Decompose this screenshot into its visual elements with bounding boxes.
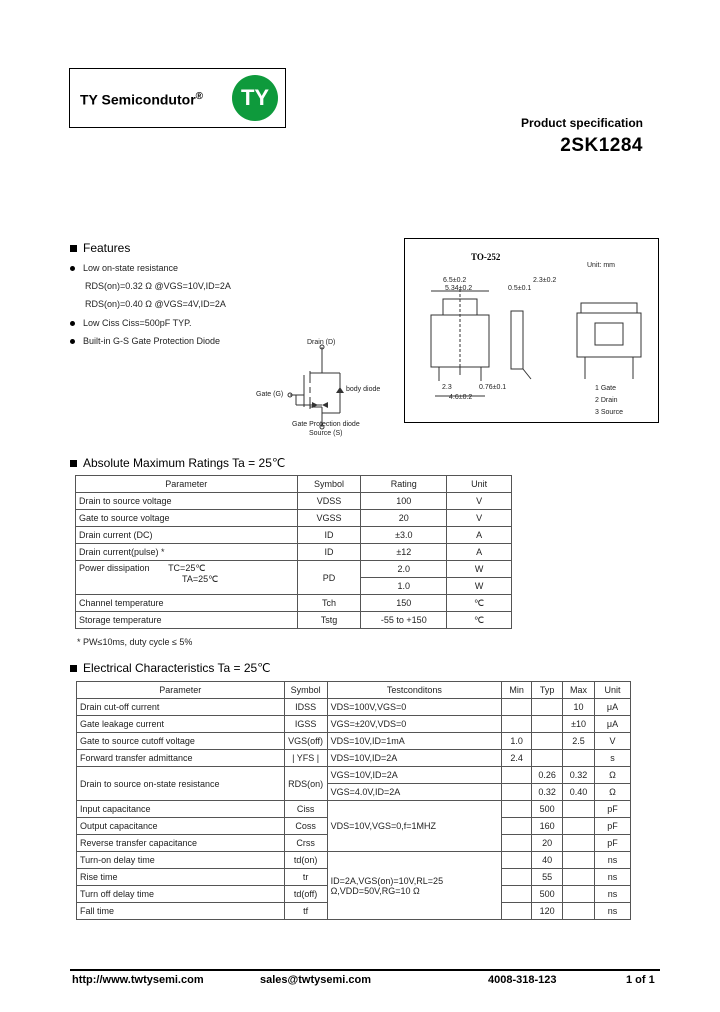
footer-email[interactable]: sales@twtysemi.com: [260, 974, 371, 986]
abs-max-note: * PW≤10ms, duty cycle ≤ 5%: [77, 637, 193, 647]
cell: Ω: [595, 767, 631, 784]
abs-max-table: [75, 475, 512, 629]
table-row: [76, 561, 512, 578]
cell: RDS(on): [284, 767, 327, 801]
bullet-square-icon: [70, 460, 77, 467]
cell: Drain current(pulse) *: [76, 544, 298, 561]
footer-url[interactable]: http://www.twtysemi.com: [72, 974, 204, 986]
cell: Coss: [284, 818, 327, 835]
cell: 2.0: [361, 561, 447, 578]
cell: Ω: [595, 784, 631, 801]
bullet-dot-icon: [70, 266, 75, 271]
cell: s: [595, 750, 631, 767]
cell: ℃: [447, 612, 512, 629]
cell: 0.32: [532, 784, 563, 801]
cell: ns: [595, 852, 631, 869]
power-cond: TC=25℃: [168, 563, 206, 573]
bullet-square-icon: [70, 665, 77, 672]
cell: [502, 818, 532, 835]
footer-divider: [70, 969, 660, 971]
cell: 120: [532, 903, 563, 920]
cell: 20: [361, 510, 447, 527]
cell: IGSS: [284, 716, 327, 733]
brand-name: TY Semicondutor®: [80, 91, 204, 108]
cell: Crss: [284, 835, 327, 852]
bullet-square-icon: [70, 245, 77, 252]
bullet-dot-icon: [70, 339, 75, 344]
pin-label: 2 Drain: [595, 397, 618, 404]
cell: [563, 750, 595, 767]
table-row: [76, 510, 512, 527]
dim-label: 0.76±0.1: [479, 384, 507, 391]
cell: [563, 869, 595, 886]
elec-table: [76, 681, 631, 920]
cell: [532, 733, 563, 750]
cell: IDSS: [284, 699, 327, 716]
cell: Reverse transfer capacitance: [77, 835, 285, 852]
col-header: Parameter: [77, 682, 285, 699]
cell: 0.32: [563, 767, 595, 784]
cell: VDS=10V,ID=1mA: [327, 733, 502, 750]
rds-line: RDS(on)=0.40 Ω @VGS=4V,ID=2A: [85, 299, 226, 309]
cell: W: [447, 578, 512, 595]
cell: V: [447, 493, 512, 510]
part-number: 2SK1284: [560, 135, 643, 156]
dim-label: 2.3: [442, 384, 452, 391]
body-diode-label: body diode: [346, 386, 381, 393]
cell: 1.0: [502, 733, 532, 750]
cell: [502, 801, 532, 818]
cell: Forward transfer admittance: [77, 750, 285, 767]
col-header: Rating: [361, 476, 447, 493]
cell: VGS(off): [284, 733, 327, 750]
footer-page: 1 of 1: [626, 974, 655, 986]
cell: -55 to +150: [361, 612, 447, 629]
cell: Drain to source voltage: [76, 493, 298, 510]
cell: [532, 699, 563, 716]
table-row: [77, 852, 631, 869]
col-header: Unit: [447, 476, 512, 493]
abs-max-heading: Absolute Maximum Ratings Ta = 25℃: [70, 456, 285, 470]
table-header-row: [77, 682, 631, 699]
cell: Drain cut-off current: [77, 699, 285, 716]
table-row: [76, 493, 512, 510]
cell: [502, 869, 532, 886]
cell: 0.40: [563, 784, 595, 801]
table-header-row: [76, 476, 512, 493]
dim-label: 5.34±0.2: [445, 285, 473, 292]
footer-phone: 4008-318-123: [488, 974, 557, 986]
dim-label: 6.5±0.2: [443, 277, 467, 284]
cell: PD: [297, 561, 361, 595]
sw-cond: ID=2A,VGS(on)=10V,RL=25: [330, 875, 444, 886]
cell: μA: [595, 716, 631, 733]
cell: Storage temperature: [76, 612, 298, 629]
cell: Drain to source on-state resistance: [77, 767, 285, 801]
power-cond: TA=25℃: [182, 574, 219, 584]
cell: tf: [284, 903, 327, 920]
cell: 100: [361, 493, 447, 510]
table-row: [77, 699, 631, 716]
cell: td(off): [284, 886, 327, 903]
cell: Tch: [297, 595, 361, 612]
col-header: Symbol: [297, 476, 361, 493]
cell: tr: [284, 869, 327, 886]
col-header: Min: [502, 682, 532, 699]
package-name: TO-252: [471, 252, 501, 262]
cell: [502, 886, 532, 903]
cell: [563, 835, 595, 852]
cell: Fall time: [77, 903, 285, 920]
cell: Ciss: [284, 801, 327, 818]
rds-line: RDS(on)=0.32 Ω @VGS=10V,ID=2A: [85, 281, 231, 291]
cell: [502, 716, 532, 733]
col-header: Symbol: [284, 682, 327, 699]
cell: 2.5: [563, 733, 595, 750]
cell: VGS=±20V,VDS=0: [327, 716, 502, 733]
table-row: [76, 544, 512, 561]
package-outline-svg: [405, 239, 658, 422]
package-drawing: [404, 238, 659, 423]
cell: Turn off delay time: [77, 886, 285, 903]
source-label: Source (S): [309, 430, 343, 437]
cell: VDS=10V,VGS=0,f=1MHZ: [327, 801, 502, 852]
gate-label: Gate (G): [256, 391, 284, 398]
cell: 40: [532, 852, 563, 869]
cell: 55: [532, 869, 563, 886]
ty-logo: TY: [232, 75, 278, 121]
cell: Gate to source cutoff voltage: [77, 733, 285, 750]
cell: VGS=4.0V,ID=2A: [327, 784, 502, 801]
cell: ±3.0: [361, 527, 447, 544]
cell: Drain current (DC): [76, 527, 298, 544]
cell: μA: [595, 699, 631, 716]
cell: Turn-on delay time: [77, 852, 285, 869]
dim-label: 2.3±0.2: [533, 277, 557, 284]
cell: [563, 886, 595, 903]
col-header: Unit: [595, 682, 631, 699]
cell: [563, 801, 595, 818]
cell: [563, 852, 595, 869]
body-diode-icon: [336, 387, 344, 393]
cell: [502, 835, 532, 852]
table-row: [77, 767, 631, 784]
cell: [563, 903, 595, 920]
cell: Input capacitance: [77, 801, 285, 818]
cell: [563, 818, 595, 835]
table-row: [77, 733, 631, 750]
sw-cond: Ω,VDD=50V,RG=10 Ω: [330, 885, 420, 896]
table-row: [77, 801, 631, 818]
pin-label: 3 Source: [595, 409, 624, 416]
cell: Tstg: [297, 612, 361, 629]
dim-label: 4.6±0.2: [449, 394, 473, 401]
cell: W: [447, 561, 512, 578]
cell: VDSS: [297, 493, 361, 510]
cell: VDS=10V,ID=2A: [327, 750, 502, 767]
cell: A: [447, 544, 512, 561]
feature-item: Built-in G-S Gate Protection Diode: [70, 336, 220, 346]
cell: 500: [532, 886, 563, 903]
cell: [532, 716, 563, 733]
cell: ID: [297, 527, 361, 544]
col-header: Typ: [532, 682, 563, 699]
cell: VGSS: [297, 510, 361, 527]
cell: 20: [532, 835, 563, 852]
doc-type: Product specification: [520, 116, 643, 130]
cell: VDS=100V,VGS=0: [327, 699, 502, 716]
features-heading: Features: [70, 241, 130, 255]
cell: [76, 561, 298, 595]
cell: ±12: [361, 544, 447, 561]
cell: 160: [532, 818, 563, 835]
cell: ID: [297, 544, 361, 561]
cell: ns: [595, 886, 631, 903]
col-header: Max: [563, 682, 595, 699]
cell: [502, 903, 532, 920]
table-row: [77, 716, 631, 733]
cell: ℃: [447, 595, 512, 612]
cell: VGS=10V,ID=2A: [327, 767, 502, 784]
table-row: [76, 612, 512, 629]
table-row: [76, 527, 512, 544]
cell: pF: [595, 801, 631, 818]
drain-label: Drain (D): [307, 339, 336, 346]
cell: V: [595, 733, 631, 750]
cell: [502, 784, 532, 801]
protection-diode-label: Gate Protection diode: [292, 421, 360, 428]
cell: [502, 852, 532, 869]
col-header: Parameter: [76, 476, 298, 493]
cell: [502, 699, 532, 716]
cell: ns: [595, 903, 631, 920]
cell: | YFS |: [284, 750, 327, 767]
cell: Output capacitance: [77, 818, 285, 835]
cell: 150: [361, 595, 447, 612]
cell: A: [447, 527, 512, 544]
table-row: [77, 750, 631, 767]
cell: Gate leakage current: [77, 716, 285, 733]
cell: V: [447, 510, 512, 527]
logo-box: [69, 68, 286, 128]
cell: 500: [532, 801, 563, 818]
cell: [532, 750, 563, 767]
unit-label: Unit: mm: [587, 262, 615, 269]
cell: pF: [595, 818, 631, 835]
col-header: Testconditons: [327, 682, 502, 699]
table-row: [76, 595, 512, 612]
cell: ±10: [563, 716, 595, 733]
dim-label: 0.5±0.1: [508, 285, 532, 292]
cell: 0.26: [532, 767, 563, 784]
pin-label: 1 Gate: [595, 385, 617, 392]
cell: td(on): [284, 852, 327, 869]
bullet-dot-icon: [70, 321, 75, 326]
elec-heading: Electrical Characteristics Ta = 25℃: [70, 661, 271, 675]
cell: [502, 767, 532, 784]
feature-item: Low on-state resistance: [70, 263, 178, 273]
cell: ns: [595, 869, 631, 886]
cell: 1.0: [361, 578, 447, 595]
cell: Channel temperature: [76, 595, 298, 612]
cell: pF: [595, 835, 631, 852]
power-label: Power dissipation: [79, 563, 150, 573]
cell: 10: [563, 699, 595, 716]
feature-item: Low Ciss Ciss=500pF TYP.: [70, 318, 191, 328]
cell: Gate to source voltage: [76, 510, 298, 527]
cell: [327, 852, 502, 920]
cell: 2.4: [502, 750, 532, 767]
cell: Rise time: [77, 869, 285, 886]
